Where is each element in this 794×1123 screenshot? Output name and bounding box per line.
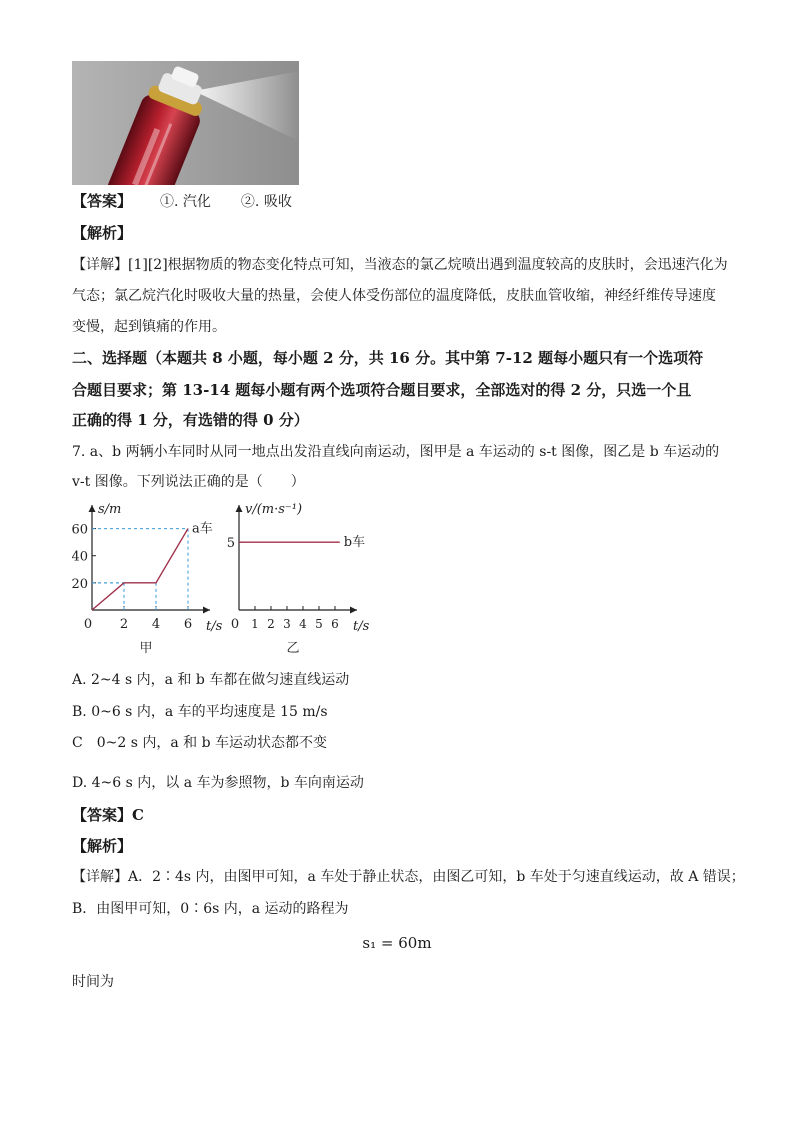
series-line bbox=[92, 529, 188, 610]
q7-formula: s₁ = 60m bbox=[362, 934, 432, 952]
answer-1: ①. 汽化 bbox=[160, 194, 211, 210]
series-label: a车 bbox=[192, 521, 213, 537]
section2-heading-line1: 二、选择题（本题共 8 小题，每小题 2 分，共 16 分。其中第 7-12 题每小题只有一个选项符 bbox=[72, 349, 704, 367]
q6-detail-line2: 气态；氯乙烷汽化时吸收大量的热量，会使人体受伤部位的温度降低，皮肤血管收缩，神经纤维传导速度 bbox=[72, 288, 716, 304]
y-tick-label: 60 bbox=[72, 522, 88, 538]
q7-figures bbox=[72, 500, 372, 664]
x-tick-label: 5 bbox=[315, 617, 323, 631]
q7-option-a: A. 2~4 s 内，a 和 b 车都在做匀速直线运动 bbox=[72, 672, 350, 688]
q7-option-b: B. 0~6 s 内，a 车的平均速度是 15 m/s bbox=[72, 704, 328, 720]
x-tick-label: 3 bbox=[283, 617, 291, 631]
x-axis-label: t/s bbox=[353, 619, 370, 634]
x-tick-label: 2 bbox=[267, 617, 275, 631]
q7-analysis-label: 【解析】 bbox=[72, 837, 133, 855]
x-tick-label: 1 bbox=[251, 617, 259, 631]
chart-jia bbox=[72, 502, 223, 656]
chart-caption: 乙 bbox=[286, 641, 300, 656]
y-tick-label: 20 bbox=[72, 576, 88, 592]
origin-label: 0 bbox=[230, 617, 240, 632]
q7-option-d: D. 4~6 s 内，以 a 车为参照物，b 车向南运动 bbox=[72, 775, 364, 791]
section2-heading-line3: 正确的得 1 分，有选错的得 0 分） bbox=[72, 411, 309, 429]
q7-detail-line3: 时间为 bbox=[72, 974, 114, 990]
q7-answer: 【答案】C bbox=[72, 806, 144, 824]
q7-graphs bbox=[72, 500, 372, 660]
section2-heading-line2: 合题目要求；第 13-14 题每小题有两个选项符合题目要求，全部选对的得 2 分，只选一个且 bbox=[72, 381, 692, 399]
x-tick-label: 4 bbox=[299, 617, 307, 631]
q6-detail-line1: 【详解】[1][2]根据物质的物态变化特点可知，当液态的氯乙烷喷出遇到温度较高的皮肤时，会迅速汽化为 bbox=[72, 257, 728, 273]
x-axis-label: t/s bbox=[206, 619, 223, 634]
q7-stem-line1: 7. a、b 两辆小车同时从同一地点出发沿直线向南运动，图甲是 a 车运动的 s-t 图像，图乙是 b 车运动的 bbox=[72, 444, 720, 460]
y-axis-label: s/m bbox=[98, 502, 122, 517]
series-label: b车 bbox=[343, 535, 366, 551]
x-tick-label: 6 bbox=[331, 617, 339, 631]
origin-label: 0 bbox=[83, 617, 93, 632]
q7-detail-line1: 【详解】A．2∶4s 内，由图甲可知，a 车处于静止状态，由图乙可知，b 车处于匀速直线运动，故 A 错误； bbox=[72, 869, 745, 885]
q6-answer-line bbox=[72, 191, 292, 212]
answer-label: 【答案】 bbox=[72, 192, 133, 210]
y-tick-label: 40 bbox=[72, 549, 88, 565]
chart-yi bbox=[227, 502, 370, 656]
x-tick-label: 4 bbox=[151, 617, 161, 632]
chart-caption: 甲 bbox=[139, 641, 153, 656]
spray-can-image bbox=[72, 61, 299, 185]
x-tick-label: 6 bbox=[183, 617, 193, 632]
q7-stem-line2: v-t 图像。下列说法正确的是（ ） bbox=[72, 474, 305, 490]
q6-detail-line3: 变慢，起到镇痛的作用。 bbox=[72, 319, 226, 335]
y-tick-label: 5 bbox=[226, 536, 235, 552]
q7-detail-line2: B．由图甲可知，0∶6s 内，a 运动的路程为 bbox=[72, 901, 349, 917]
y-axis-label: v/(m·s⁻¹) bbox=[245, 502, 303, 517]
x-tick-label: 2 bbox=[119, 617, 129, 632]
q7-option-c: C 0~2 s 内，a 和 b 车运动状态都不变 bbox=[72, 735, 328, 751]
answer-2: ②. 吸收 bbox=[240, 194, 292, 210]
q6-analysis-label: 【解析】 bbox=[72, 224, 133, 242]
